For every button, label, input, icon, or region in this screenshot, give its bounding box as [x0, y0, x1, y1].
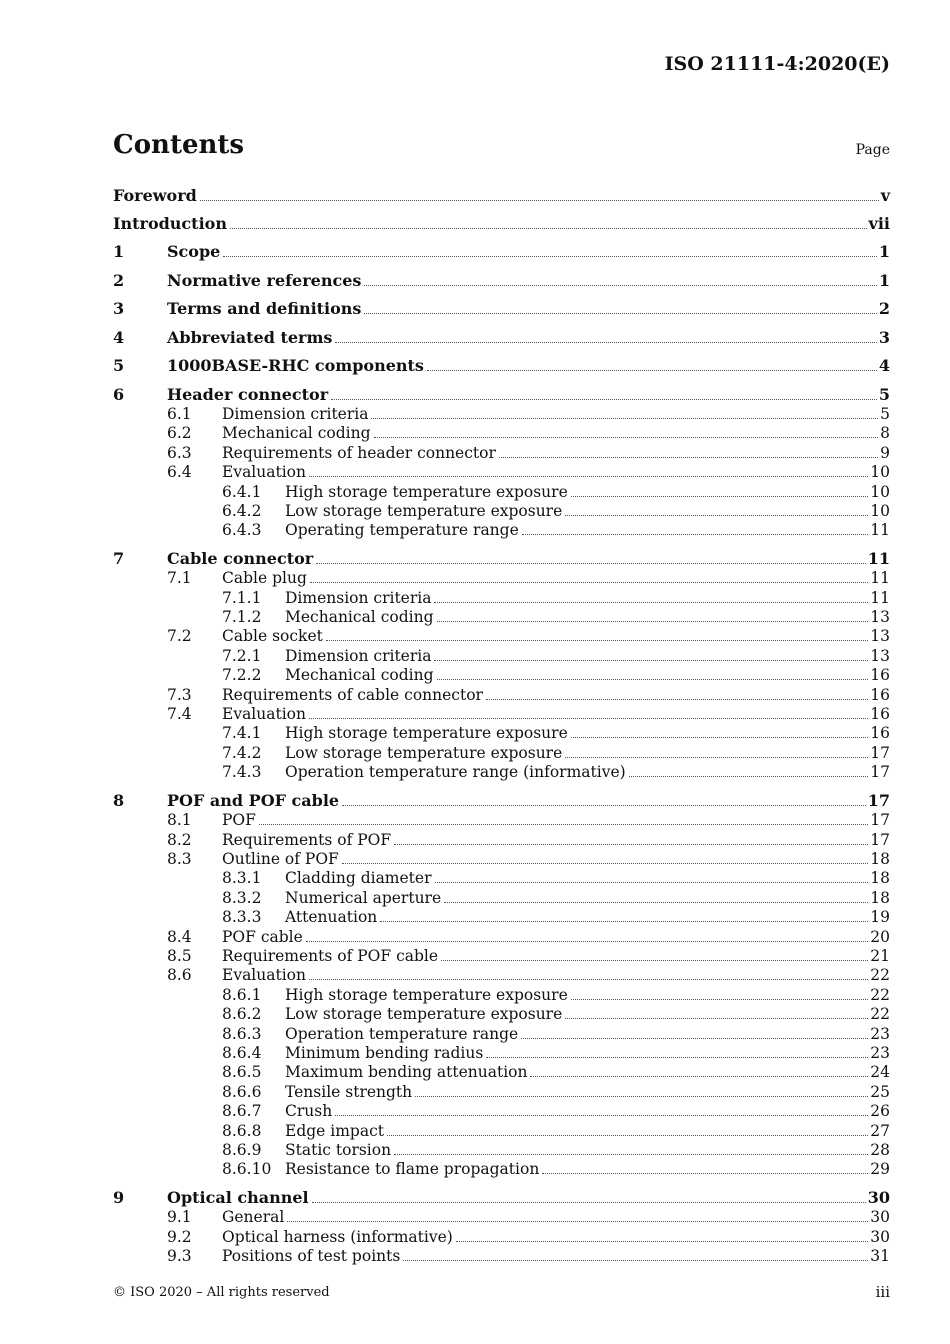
toc-entry[interactable] — [113, 965, 890, 985]
toc-entry-page: 18 — [870, 888, 890, 907]
toc-entry-title: Operating temperature range — [285, 521, 519, 540]
toc-entry-title: Numerical aperture — [285, 888, 442, 907]
toc-entry-title: Dimension criteria — [285, 646, 432, 665]
dot-leader — [371, 404, 878, 419]
toc-entry-title: Minimum bending radius — [285, 1043, 484, 1062]
toc-entry-page: 30 — [870, 1208, 890, 1227]
toc-entry-number: 8.6.1 — [222, 985, 262, 1004]
dot-leader — [374, 423, 879, 438]
toc-entry-title: Requirements of POF cable — [222, 946, 439, 965]
toc-entry[interactable] — [113, 568, 890, 588]
toc-entry-title: Cable connector — [167, 548, 314, 568]
toc-entry[interactable] — [113, 1043, 890, 1063]
toc-entry-title: Optical harness (informative) — [222, 1227, 453, 1246]
toc-entry[interactable] — [113, 1121, 890, 1141]
toc-entry-number: 9.3 — [167, 1247, 192, 1265]
toc-entry[interactable] — [113, 1140, 890, 1160]
dot-leader — [259, 810, 868, 825]
toc-entry[interactable] — [113, 888, 890, 908]
toc-entry-title: Low storage temperature exposure — [285, 743, 563, 762]
dot-leader — [486, 685, 868, 700]
dot-leader — [342, 849, 868, 864]
toc-entry-title: Introduction — [113, 214, 227, 233]
contents-title: Contents — [113, 130, 245, 160]
toc-entry[interactable] — [113, 849, 890, 869]
dot-leader — [434, 588, 868, 603]
toc-entry[interactable] — [113, 443, 890, 463]
dot-leader — [380, 907, 868, 922]
toc-entry[interactable] — [113, 242, 890, 262]
toc-entry-number: 9.2 — [167, 1227, 192, 1246]
toc-entry-page: 18 — [870, 849, 890, 868]
toc-entry-page: 19 — [870, 908, 890, 927]
toc-entry[interactable] — [113, 404, 890, 424]
toc-entry-title: Operation temperature range (informative) — [285, 763, 626, 782]
toc-entry-number: 8.6.2 — [222, 1005, 262, 1024]
toc-entry-title: Cable plug — [222, 569, 307, 588]
toc-entry-number: 9.1 — [167, 1208, 192, 1227]
toc-entry-page: 10 — [870, 501, 890, 520]
toc-entry-number: 8.6 — [167, 966, 192, 985]
toc-entry-page: 5 — [880, 404, 890, 423]
toc-entry-title: Mechanical coding — [285, 608, 434, 626]
toc-entry-page: 1 — [878, 270, 890, 290]
toc-entry[interactable] — [113, 791, 890, 811]
dot-leader — [200, 186, 879, 201]
dot-leader — [316, 549, 866, 564]
toc-entry[interactable] — [113, 1082, 890, 1102]
footer-page-number: iii — [875, 1283, 890, 1301]
toc-entry[interactable] — [113, 685, 890, 705]
toc-entry-page: 16 — [870, 705, 890, 723]
toc-entry-page: 4 — [878, 356, 890, 375]
dot-leader — [310, 568, 868, 583]
dot-leader — [486, 1043, 868, 1058]
dot-leader — [427, 356, 877, 371]
dot-leader — [565, 1004, 868, 1019]
toc-entry-title: Maximum bending attenuation — [285, 1063, 528, 1082]
toc-entry-page: 13 — [870, 627, 890, 646]
toc-entry-number: 6.1 — [167, 404, 192, 423]
toc-entry-page: 23 — [870, 1043, 890, 1062]
toc-entry-page: 25 — [870, 1082, 890, 1101]
toc-entry-number: 6.2 — [167, 424, 192, 443]
toc-entry[interactable] — [113, 1024, 890, 1044]
toc-entry-page: 17 — [867, 790, 890, 810]
dot-leader — [571, 985, 869, 1000]
toc-entry-title: Cable socket — [222, 627, 323, 646]
toc-entry[interactable] — [113, 704, 890, 724]
toc-entry-number: 7.1.2 — [222, 608, 262, 626]
dot-leader — [309, 462, 868, 477]
toc-entry[interactable] — [113, 927, 890, 947]
toc-entry[interactable] — [113, 1159, 890, 1179]
toc-entry-number: 8.3.3 — [222, 908, 262, 927]
dot-leader — [565, 743, 868, 758]
toc-entry[interactable] — [113, 743, 890, 763]
toc-entry-number: 8.6.5 — [222, 1063, 262, 1082]
toc-entry[interactable] — [113, 214, 890, 234]
toc-entry-page: 17 — [870, 811, 890, 830]
toc-entry-page: 1 — [878, 242, 890, 261]
toc-entry-page: 5 — [878, 384, 890, 404]
toc-entry-title: Scope — [167, 242, 221, 261]
toc-entry-title: High storage temperature exposure — [285, 482, 568, 501]
toc-entry-title: Edge impact — [285, 1121, 384, 1140]
dot-leader — [403, 1246, 868, 1261]
toc-entry-number: 8.3.1 — [222, 869, 262, 888]
toc-entry-number: 3 — [113, 299, 125, 318]
toc-entry-title: Cladding diameter — [285, 869, 432, 888]
dot-leader — [335, 328, 876, 343]
dot-leader — [571, 723, 869, 738]
toc-entry-title: Operation temperature range — [285, 1024, 519, 1043]
toc-entry-title: Terms and definitions — [167, 299, 362, 318]
toc-entry-number: 7.2 — [167, 627, 192, 646]
toc-entry[interactable] — [113, 462, 890, 482]
toc-entry-number: 6.3 — [167, 443, 192, 462]
toc-entry-number: 8.2 — [167, 830, 192, 849]
toc-entry-title: Crush — [285, 1102, 333, 1121]
toc-entry-page: 16 — [870, 685, 890, 704]
toc-entry-number: 7.3 — [167, 685, 192, 704]
toc-entry-title: POF — [222, 811, 256, 830]
toc-entry-page: 24 — [870, 1063, 890, 1082]
toc-entry-page: 22 — [870, 985, 890, 1004]
toc-entry-title: Requirements of header connector — [222, 443, 496, 462]
toc-entry-title: Positions of test points — [222, 1247, 401, 1265]
toc-entry-number: 7 — [113, 548, 125, 568]
toc-entry-number: 4 — [113, 327, 125, 347]
table-of-contents — [113, 0, 890, 1344]
toc-entry-number: 8.3.2 — [222, 888, 262, 907]
toc-entry[interactable] — [113, 271, 890, 291]
toc-entry-title: 1000BASE-RHC components — [167, 356, 424, 375]
toc-entry-title: Resistance to flame propagation — [285, 1160, 540, 1179]
toc-entry-number: 9 — [113, 1187, 125, 1207]
toc-entry-number: 8.3 — [167, 849, 192, 868]
toc-entry-title: Evaluation — [222, 463, 306, 482]
toc-entry-number: 8.6.7 — [222, 1102, 262, 1121]
toc-entry-page: 26 — [870, 1102, 890, 1121]
dot-leader — [499, 443, 878, 458]
toc-entry-title: Mechanical coding — [285, 666, 434, 685]
toc-entry[interactable] — [113, 1246, 890, 1266]
toc-entry-number: 8.6.4 — [222, 1043, 262, 1062]
toc-entry[interactable] — [113, 830, 890, 850]
toc-entry-number: 7.1 — [167, 569, 192, 588]
toc-entry-page: 10 — [870, 482, 890, 501]
dot-leader — [437, 607, 869, 622]
toc-entry-number: 2 — [113, 270, 125, 290]
toc-entry[interactable] — [113, 646, 890, 666]
toc-entry-number: 7.1.1 — [222, 588, 262, 607]
page-column-label: Page — [855, 142, 890, 158]
toc-entry[interactable] — [113, 501, 890, 521]
toc-entry-title: Foreword — [113, 186, 197, 205]
toc-entry-title: Mechanical coding — [222, 424, 371, 443]
toc-entry[interactable] — [113, 907, 890, 927]
toc-entry-title: Requirements of POF — [222, 830, 392, 849]
toc-entry-title: Attenuation — [285, 908, 378, 927]
toc-entry-number: 7.4.3 — [222, 763, 262, 782]
toc-entry[interactable] — [113, 1062, 890, 1082]
dot-leader — [287, 1207, 868, 1222]
toc-entry[interactable] — [113, 868, 890, 888]
toc-entry-title: High storage temperature exposure — [285, 985, 568, 1004]
dot-leader — [309, 704, 868, 719]
toc-entry-number: 7.4 — [167, 705, 192, 723]
toc-entry-number: 6.4.2 — [222, 501, 262, 520]
toc-entry-title: Requirements of cable connector — [222, 685, 483, 704]
toc-entry-page: 22 — [870, 966, 890, 985]
toc-entry[interactable] — [113, 356, 890, 376]
toc-entry-title: General — [222, 1208, 285, 1227]
toc-entry-number: 5 — [113, 356, 125, 375]
toc-entry-number: 7.4.1 — [222, 724, 262, 743]
toc-entry-page: 17 — [870, 743, 890, 762]
toc-entry-page: 10 — [870, 463, 890, 482]
toc-entry-title: POF and POF cable — [167, 790, 340, 810]
toc-entry[interactable] — [113, 665, 890, 685]
toc-entry-title: Static torsion — [285, 1140, 392, 1159]
toc-entry[interactable] — [113, 626, 890, 646]
toc-entry-page: 30 — [870, 1227, 890, 1246]
toc-entry-title: Optical channel — [167, 1187, 309, 1207]
toc-entry-number: 1 — [113, 242, 125, 261]
dot-leader — [223, 242, 877, 257]
dot-leader — [542, 1159, 868, 1174]
toc-entry[interactable] — [113, 607, 890, 627]
toc-entry-title: Dimension criteria — [222, 404, 369, 423]
toc-entry[interactable] — [113, 299, 890, 319]
toc-entry[interactable] — [113, 385, 890, 405]
dot-leader — [437, 665, 869, 680]
toc-entry-page: 9 — [880, 443, 890, 462]
dot-leader — [364, 271, 876, 286]
toc-entry[interactable] — [113, 762, 890, 782]
toc-entry-page: 3 — [878, 327, 890, 347]
toc-entry-title: Evaluation — [222, 705, 306, 723]
toc-entry[interactable] — [113, 1004, 890, 1024]
toc-entry-page: 22 — [870, 1005, 890, 1024]
toc-entry-number: 7.2.2 — [222, 666, 262, 685]
toc-entry[interactable] — [113, 1207, 890, 1227]
dot-leader — [394, 1140, 868, 1155]
toc-entry-page: 11 — [870, 588, 890, 607]
dot-leader — [571, 482, 869, 497]
toc-entry-page: 16 — [870, 724, 890, 743]
dot-leader — [435, 868, 869, 883]
toc-entry-title: Abbreviated terms — [167, 327, 333, 347]
dot-leader — [522, 520, 869, 535]
toc-entry-page: 8 — [880, 424, 890, 443]
toc-entry-number: 6.4 — [167, 463, 192, 482]
toc-entry-page: 17 — [870, 830, 890, 849]
toc-entry-title: Low storage temperature exposure — [285, 501, 563, 520]
toc-entry[interactable] — [113, 423, 890, 443]
dot-leader — [444, 888, 868, 903]
toc-entry-title: Outline of POF — [222, 849, 339, 868]
toc-entry-number: 8.6.10 — [222, 1160, 272, 1179]
toc-entry-page: 21 — [870, 946, 890, 965]
toc-entry-page: 23 — [870, 1024, 890, 1043]
dot-leader — [530, 1062, 868, 1077]
toc-entry[interactable] — [113, 810, 890, 830]
toc-entry-title: Tensile strength — [285, 1082, 413, 1101]
toc-entry-number: 8.1 — [167, 811, 192, 830]
toc-entry[interactable] — [113, 588, 890, 608]
toc-entry[interactable] — [113, 549, 890, 569]
toc-entry-page: 20 — [870, 927, 890, 946]
toc-entry-title: POF cable — [222, 927, 303, 946]
toc-entry-title: High storage temperature exposure — [285, 724, 568, 743]
dot-leader — [309, 965, 868, 980]
dot-leader — [326, 626, 868, 641]
toc-entry-title: Normative references — [167, 270, 362, 290]
toc-entry[interactable] — [113, 985, 890, 1005]
dot-leader — [521, 1024, 868, 1039]
dot-leader — [230, 214, 867, 229]
toc-entry-page: 17 — [870, 763, 890, 782]
toc-entry-number: 8.6.9 — [222, 1140, 262, 1159]
dot-leader — [565, 501, 868, 516]
toc-entry-page: 13 — [870, 608, 890, 626]
toc-entry-page: 27 — [870, 1121, 890, 1140]
dot-leader — [387, 1121, 868, 1136]
toc-entry[interactable] — [113, 946, 890, 966]
dot-leader — [306, 927, 868, 942]
toc-entry-title: Header connector — [167, 384, 329, 404]
toc-entry[interactable] — [113, 186, 890, 206]
toc-entry-number: 8.6.6 — [222, 1082, 262, 1101]
document-id: ISO 21111-4:2020(E) — [664, 53, 890, 75]
toc-entry-page: 16 — [870, 666, 890, 685]
toc-entry-number: 6.4.3 — [222, 521, 262, 540]
toc-entry-number: 7.4.2 — [222, 743, 262, 762]
toc-entry-page: 2 — [878, 299, 890, 318]
toc-entry-number: 8.6.8 — [222, 1121, 262, 1140]
toc-entry-number: 8.4 — [167, 927, 192, 946]
toc-entry-page: 29 — [870, 1160, 890, 1179]
toc-entry-title: Low storage temperature exposure — [285, 1005, 563, 1024]
dot-leader — [335, 1101, 868, 1116]
dot-leader — [394, 830, 868, 845]
toc-entry-page: vii — [868, 214, 890, 233]
dot-leader — [629, 762, 869, 777]
toc-entry-page: 18 — [870, 869, 890, 888]
dot-leader — [342, 791, 866, 806]
toc-entry[interactable] — [113, 328, 890, 348]
toc-entry-page: 28 — [870, 1140, 890, 1159]
toc-entry-number: 6 — [113, 384, 125, 404]
toc-entry-page: 31 — [870, 1247, 890, 1265]
footer-copyright: © ISO 2020 – All rights reserved — [113, 1285, 330, 1300]
dot-leader — [415, 1082, 868, 1097]
dot-leader — [364, 299, 876, 314]
toc-entry-number: 8.6.3 — [222, 1024, 262, 1043]
toc-entry-number: 8.5 — [167, 946, 192, 965]
toc-entry-page: 11 — [870, 521, 890, 540]
toc-entry[interactable] — [113, 723, 890, 743]
toc-entry-page: 11 — [867, 548, 890, 568]
toc-entry-page: 11 — [870, 569, 890, 588]
toc-entry[interactable] — [113, 482, 890, 502]
toc-entry-page: 13 — [870, 646, 890, 665]
dot-leader — [312, 1188, 866, 1203]
dot-leader — [331, 385, 877, 400]
toc-entry[interactable] — [113, 1101, 890, 1121]
toc-entry-page: 30 — [867, 1187, 890, 1207]
toc-entry-number: 6.4.1 — [222, 482, 262, 501]
dot-leader — [441, 946, 868, 961]
toc-entry-title: Evaluation — [222, 966, 306, 985]
toc-entry[interactable] — [113, 520, 890, 540]
toc-entry-page: v — [880, 186, 890, 205]
toc-entry-title: Dimension criteria — [285, 588, 432, 607]
dot-leader — [456, 1227, 868, 1242]
toc-entry-number: 7.2.1 — [222, 646, 262, 665]
toc-entry-number: 8 — [113, 790, 125, 810]
dot-leader — [434, 646, 868, 661]
toc-entry[interactable] — [113, 1227, 890, 1247]
toc-entry[interactable] — [113, 1188, 890, 1208]
